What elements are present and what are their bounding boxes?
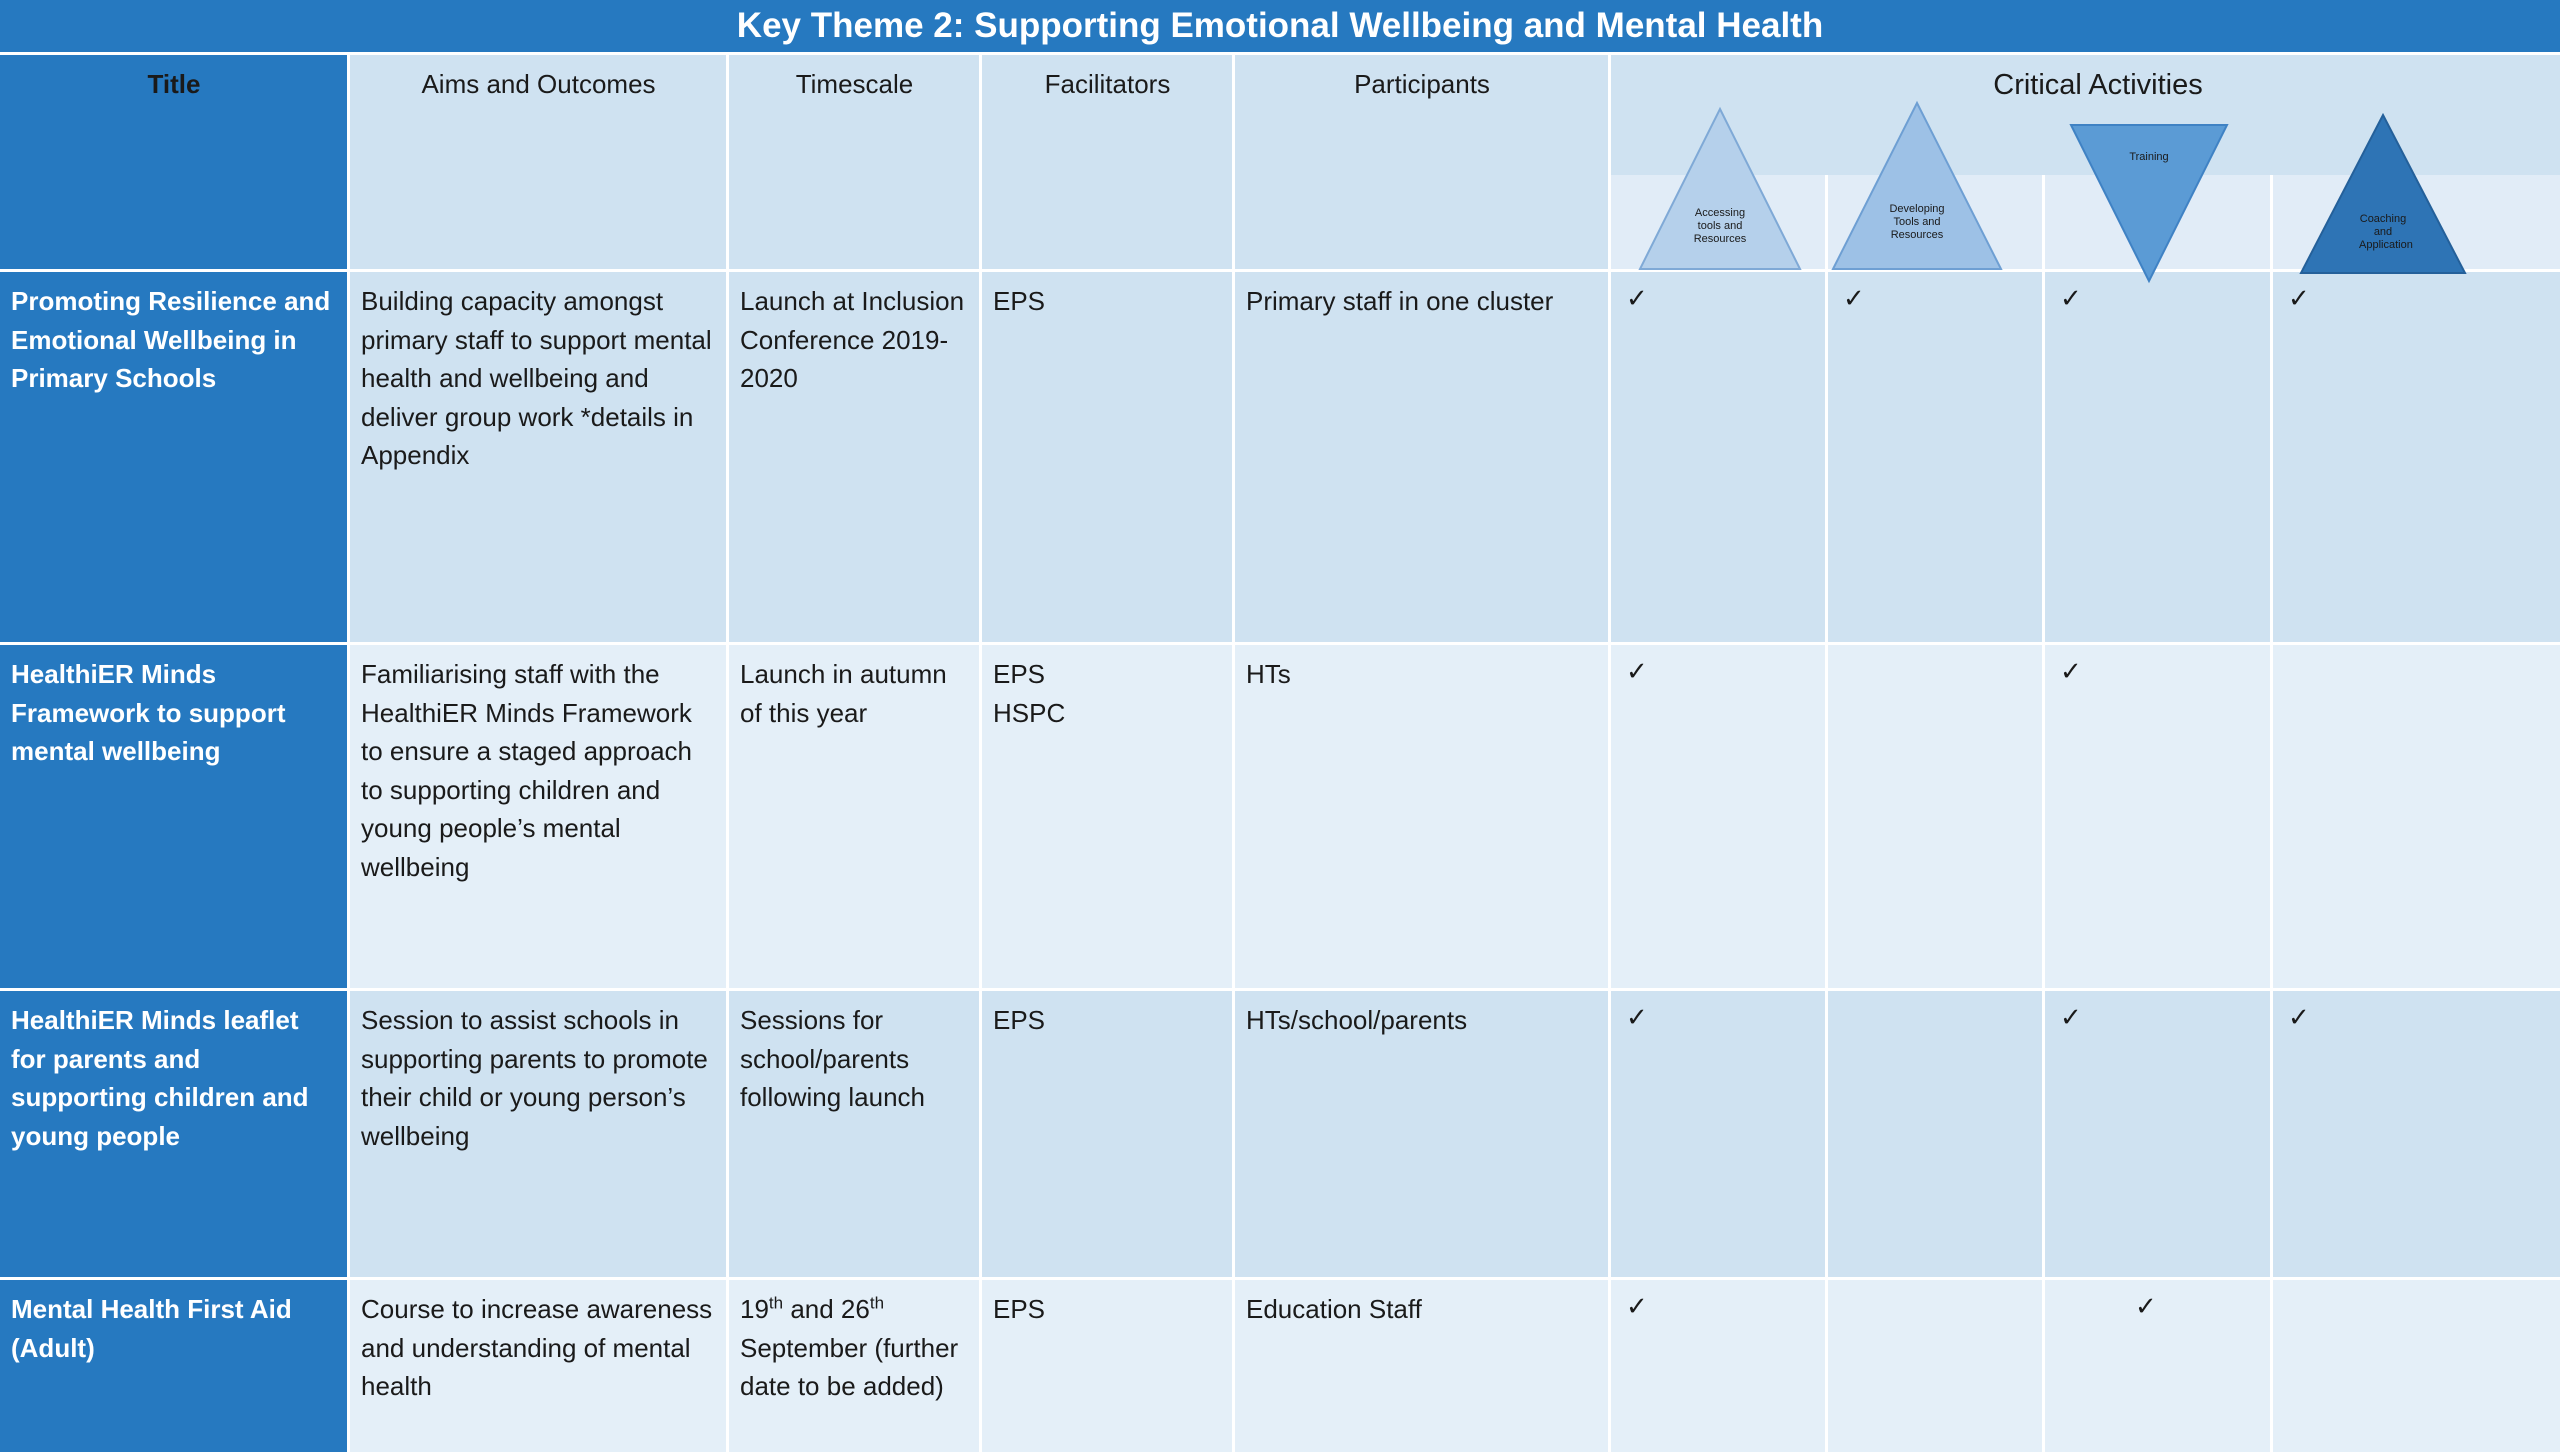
row-title: Promoting Resilience and Emotional Wellbeing in Primary Schools xyxy=(0,272,347,642)
row-aims: Course to increase awareness and understanding of mental health xyxy=(350,1280,726,1452)
training-triangle-icon xyxy=(2071,125,2227,281)
checkmark-icon: ✓ xyxy=(2273,272,2560,642)
empty-cell xyxy=(1828,1280,2042,1452)
checkmark-icon: ✓ xyxy=(2045,645,2270,988)
row-facilitators: EPS xyxy=(982,272,1232,642)
header-title: Title xyxy=(0,55,347,269)
date-suffix: th xyxy=(869,1293,885,1313)
header-participants: Participants xyxy=(1235,55,1608,269)
row-participants: Primary staff in one cluster xyxy=(1235,272,1608,642)
row-participants: HTs xyxy=(1235,645,1608,988)
column-divider xyxy=(2042,175,2045,269)
date-day: and 26 xyxy=(783,1294,870,1324)
header-aims: Aims and Outcomes xyxy=(350,55,726,269)
row-aims: Session to assist schools in supporting parents to promote their child or young person’s wellbeing xyxy=(350,991,726,1277)
activity-label: Training xyxy=(2129,151,2169,163)
column-divider xyxy=(1825,175,1828,269)
page-banner: Key Theme 2: Supporting Emotional Wellbeing and Mental Health xyxy=(0,0,2560,52)
checkmark-icon: ✓ xyxy=(1611,991,1825,1277)
row-timescale: Launch at Inclusion Conference 2019-2020 xyxy=(729,272,979,642)
row-facilitators: EPS xyxy=(982,1280,1232,1452)
activity-label: Accessing tools and Resources xyxy=(1693,207,1747,245)
row-timescale: Sessions for school/parents following launch xyxy=(729,991,979,1277)
row-facilitators: EPS xyxy=(982,991,1232,1277)
developing-tools-triangle-icon xyxy=(1833,103,2001,269)
row-timescale xyxy=(729,1280,979,1452)
critical-activities-label: Critical Activities xyxy=(1993,69,2203,101)
date-rest: September (further date to be added) xyxy=(740,1332,959,1401)
checkmark-icon: ✓ xyxy=(1611,1280,1825,1452)
empty-cell xyxy=(2273,1280,2560,1452)
empty-cell xyxy=(2273,645,2560,988)
empty-cell xyxy=(1828,645,2042,988)
row-facilitators xyxy=(982,645,1232,988)
checkmark-icon: ✓ xyxy=(1611,645,1825,988)
facilitator-line: HSPC xyxy=(993,697,1066,728)
date-day: 19 xyxy=(740,1294,769,1324)
row-aims: Familiarising staff with the HealthiER Minds Framework to ensure a staged approach to supporting children and young people’s mental wellbeing xyxy=(350,645,726,988)
activity-label: Developing Tools and Resources xyxy=(1889,203,1945,241)
row-aims: Building capacity amongst primary staff to support mental health and wellbeing and deliver group work *details in Appendix xyxy=(350,272,726,642)
row-timescale: Launch in autumn of this year xyxy=(729,645,979,988)
activities-table xyxy=(0,55,2560,1440)
header-facilitators: Facilitators xyxy=(982,55,1232,269)
row-title: Mental Health First Aid (Adult) xyxy=(0,1280,347,1452)
checkmark-icon: ✓ xyxy=(2045,1280,2270,1452)
accessing-tools-triangle-icon xyxy=(1640,109,1800,269)
date-suffix: th xyxy=(768,1293,784,1313)
checkmark-icon: ✓ xyxy=(1828,272,2042,642)
row-participants: Education Staff xyxy=(1235,1280,1608,1452)
checkmark-icon: ✓ xyxy=(2045,272,2270,642)
checkmark-icon: ✓ xyxy=(2045,991,2270,1277)
column-divider xyxy=(2270,175,2273,269)
checkmark-icon: ✓ xyxy=(1611,272,1825,642)
coaching-triangle-icon xyxy=(2301,115,2465,273)
header-critical-activities xyxy=(1611,55,2560,269)
row-title: HealthiER Minds leaflet for parents and supporting children and young people xyxy=(0,991,347,1277)
checkmark-icon: ✓ xyxy=(2273,991,2560,1277)
activity-label: Coaching and Application xyxy=(2359,213,2413,251)
empty-cell xyxy=(1828,991,2042,1277)
row-participants: HTs/school/parents xyxy=(1235,991,1608,1277)
header-timescale: Timescale xyxy=(729,55,979,269)
row-title: HealthiER Minds Framework to support mental wellbeing xyxy=(0,645,347,988)
facilitator-line: EPS xyxy=(993,659,1046,689)
